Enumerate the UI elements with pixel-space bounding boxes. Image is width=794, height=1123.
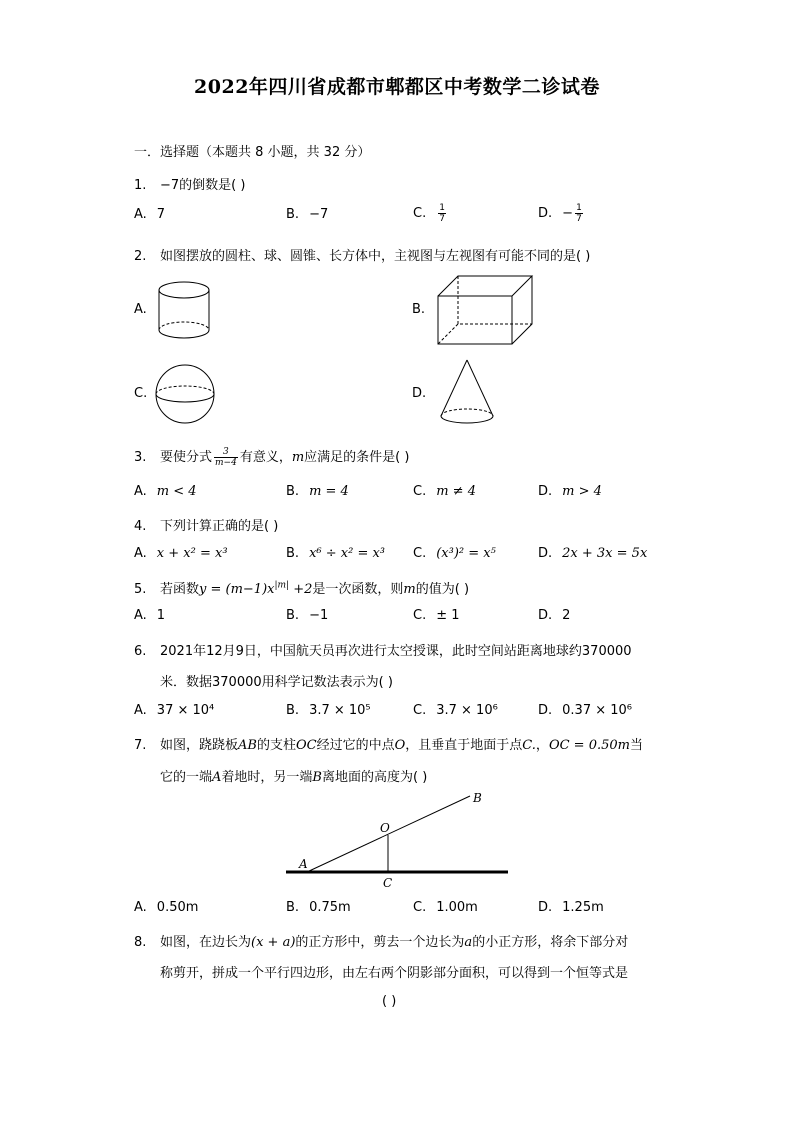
q4-options <box>134 546 664 566</box>
option-d-label: D. <box>412 386 427 401</box>
option-d: D. − $\frac{1}{7}$ <box>538 203 582 224</box>
option-d: D. 2x + 3x = 5x <box>538 546 648 561</box>
cylinder-figure <box>155 280 213 342</box>
point-a-label: A <box>299 857 308 871</box>
point-o-label: O <box>380 821 390 835</box>
option-b: B. m = 4 <box>286 484 349 499</box>
option-b: B. −1 <box>286 608 329 623</box>
option-b: B. x⁶ ÷ x² = x³ <box>286 546 386 561</box>
q1-options <box>134 203 664 227</box>
sphere-figure <box>154 363 216 425</box>
option-a: A. 7 <box>134 207 166 222</box>
question-3: 3. 要使分式 $\frac{3}{m-4}$ 有意义，m应满足的条件是( ) <box>134 447 410 468</box>
q5-options <box>134 608 664 628</box>
section-heading: 一．选择题（本题共 8 小题，共 32 分） <box>134 145 371 160</box>
question-number: 7. <box>134 738 147 753</box>
question-6: 6. 2021年12月9日，中国航天员再次进行太空授课，此时空间站距离地球约370000 <box>134 644 632 659</box>
option-a: A. m < 4 <box>134 484 197 499</box>
option-b: B. 0.75m <box>286 900 351 915</box>
fraction: $\frac{3}{m-4}$ <box>215 447 237 468</box>
question-number: 3. <box>134 450 147 465</box>
option-d: D. 1.25m <box>538 900 604 915</box>
question-7: 7. 如图，跷跷板AB的支柱OC经过它的中点O，且垂直于地面于点C.，OC = 0.50m当 <box>134 738 643 753</box>
q3-options <box>134 484 664 504</box>
question-2 <box>134 245 590 264</box>
option-c-label: C. <box>134 386 148 401</box>
question-stem: 如图摆放的圆柱、球、圆锥、长方体中，主视图与左视图有可能不同的是( ) <box>160 249 591 264</box>
question-6-line-2: 米．数据370000用科学记数法表示为( ) <box>160 675 393 690</box>
question-1 <box>134 174 245 193</box>
option-b: B. 3.7 × 10⁵ <box>286 703 371 718</box>
function-formula: $y = (m-1)x^{|m|} +2$ <box>199 580 313 597</box>
option-d: D. m > 4 <box>538 484 602 499</box>
option-c: C. 1.00m <box>413 900 478 915</box>
question-number: 4. <box>134 519 147 534</box>
point-c-label: C <box>383 876 393 890</box>
question-7-line-2: 它的一端A着地时，另一端B离地面的高度为( ) <box>160 770 428 785</box>
option-a: A. x + x² = x³ <box>134 546 228 561</box>
question-5: 5. 若函数$y = (m-1)x^{|m|} +2$是一次函数，则m的值为( ) <box>134 580 470 597</box>
question-number: 2. <box>134 249 147 264</box>
question-stem: 下列计算正确的是( ) <box>160 519 279 534</box>
option-a: A. 0.50m <box>134 900 199 915</box>
question-number: 6. <box>134 644 147 659</box>
option-b-label: B. <box>412 302 426 317</box>
option-c: C. ± 1 <box>413 608 460 623</box>
option-a: A. 37 × 10⁴ <box>134 703 215 718</box>
question-number: 1. <box>134 178 147 193</box>
question-8-line-3: ( ) <box>382 994 397 1009</box>
question-8-line-2: 称剪开，拼成一个平行四边形，由左右两个阴影部分面积，可以得到一个恒等式是 <box>160 966 629 981</box>
option-c: C. (x³)² = x⁵ <box>413 546 496 561</box>
cuboid-figure <box>436 274 536 346</box>
option-a: A. 1 <box>134 608 166 623</box>
seesaw-figure <box>280 786 515 894</box>
question-stem: −7的倒数是( ) <box>160 178 246 193</box>
page-title: 2022年四川省成都市郫都区中考数学二诊试卷 <box>194 76 600 98</box>
option-b: B. −7 <box>286 207 329 222</box>
question-4 <box>134 515 278 534</box>
q7-options <box>134 900 664 920</box>
question-number: 8. <box>134 935 147 950</box>
option-c: C. 3.7 × 10⁶ <box>413 703 498 718</box>
point-b-label: B <box>473 791 482 805</box>
question-8: 8. 如图，在边长为(x + a)的正方形中，剪去一个边长为a的小正方形，将余下部分对 <box>134 935 629 950</box>
option-c: C. $\frac{1}{7}$ <box>413 203 445 224</box>
option-c: C. m ≠ 4 <box>413 484 476 499</box>
option-d: D. 0.37 × 10⁶ <box>538 703 633 718</box>
option-d: D. 2 <box>538 608 571 623</box>
question-number: 5. <box>134 582 147 597</box>
option-a-label: A. <box>134 302 147 317</box>
q6-options <box>134 703 664 723</box>
cone-figure <box>438 358 496 428</box>
